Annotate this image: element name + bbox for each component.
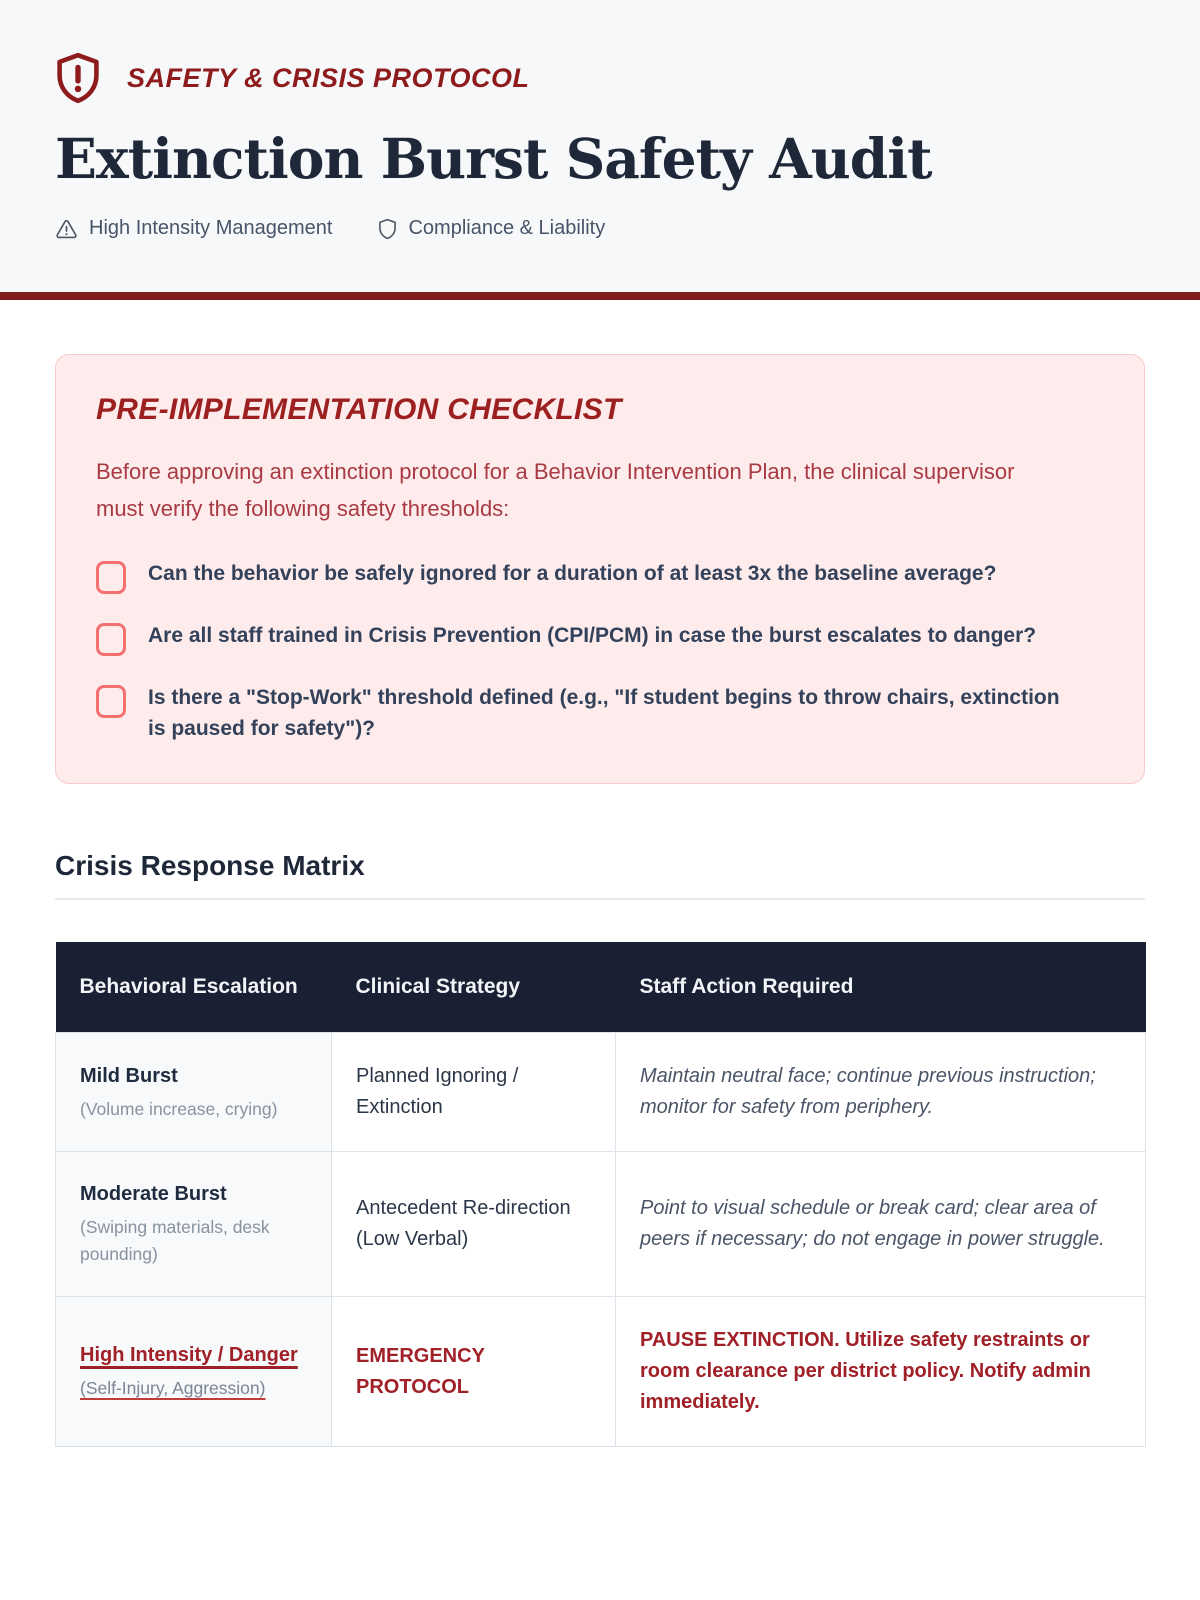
meta-high-intensity — [55, 217, 332, 240]
meta-label: Compliance & Liability — [408, 217, 606, 239]
escalation-name: Moderate Burst — [80, 1183, 227, 1206]
main-content — [0, 354, 1200, 1447]
table-row-high-intensity-danger — [56, 1297, 1146, 1447]
table-row-mild-burst — [56, 1033, 1146, 1152]
crisis-response-matrix-table — [55, 942, 1146, 1448]
escalation-cell — [56, 1033, 332, 1152]
strategy-cell: EMERGENCY PROTOCOL — [332, 1297, 616, 1447]
escalation-detail: (Self-Injury, Aggression) — [80, 1378, 266, 1399]
escalation-detail: (Volume increase, crying) — [80, 1098, 278, 1119]
strategy-cell: Planned Ignoring / Extinction — [332, 1033, 616, 1152]
checklist-item-label: Are all staff trained in Crisis Prevention (CPI/PCM) in case the burst escalates to danger? — [148, 623, 1037, 647]
alert-triangle-icon — [55, 218, 78, 240]
escalation-cell — [56, 1152, 332, 1297]
strategy-cell: Antecedent Re-direction (Low Verbal) — [332, 1152, 616, 1297]
shield-icon — [378, 218, 397, 240]
column-header-behavioral-escalation: Behavioral Escalation — [56, 942, 332, 1033]
column-header-staff-action: Staff Action Required — [616, 942, 1146, 1033]
pre-implementation-checklist-panel — [55, 354, 1145, 784]
table-header-row — [56, 942, 1146, 1033]
checklist-item — [96, 558, 1104, 594]
action-cell: Point to visual schedule or break card; clear area of peers if necessary; do not engage in power struggle. — [616, 1152, 1146, 1297]
checkbox-duration-threshold[interactable] — [96, 561, 126, 594]
checklist-title: PRE-IMPLEMENTATION CHECKLIST — [96, 393, 622, 426]
matrix-section-title: Crisis Response Matrix — [55, 850, 1145, 900]
escalation-name: Mild Burst — [80, 1064, 178, 1087]
action-cell: PAUSE EXTINCTION. Utilize safety restraints or room clearance per district policy. Notify admin immediately. — [616, 1297, 1146, 1447]
checklist-intro: Before approving an extinction protocol for a Behavior Intervention Plan, the clinical supervisor must verify the following safety thresholds: — [96, 459, 1015, 522]
meta-compliance — [378, 217, 605, 240]
page-header — [0, 0, 1200, 300]
column-header-clinical-strategy: Clinical Strategy — [332, 942, 616, 1033]
checkbox-staff-training[interactable] — [96, 623, 126, 656]
table-row-moderate-burst — [56, 1152, 1146, 1297]
checklist-item-label: Is there a "Stop-Work" threshold defined (e.g., "If student begins to throw chairs, extinction is paused for safety")? — [148, 685, 1060, 741]
escalation-cell — [56, 1297, 332, 1447]
brand-row — [55, 52, 1145, 104]
checkbox-stop-work-threshold[interactable] — [96, 685, 126, 718]
meta-label: High Intensity Management — [89, 217, 333, 239]
checklist-item-label: Can the behavior be safely ignored for a duration of at least 3x the baseline average? — [148, 561, 997, 585]
protocol-label: SAFETY & CRISIS PROTOCOL — [127, 62, 530, 93]
meta-row — [55, 217, 1145, 240]
checklist-item — [96, 620, 1104, 656]
escalation-detail: (Swiping materials, desk pounding) — [80, 1217, 270, 1265]
escalation-name: High Intensity / Danger — [80, 1344, 298, 1367]
checklist-item — [96, 682, 1104, 745]
action-cell: Maintain neutral face; continue previous instruction; monitor for safety from periphery. — [616, 1033, 1146, 1152]
page-title: Extinction Burst Safety Audit — [55, 126, 932, 191]
shield-alert-icon — [55, 52, 101, 104]
